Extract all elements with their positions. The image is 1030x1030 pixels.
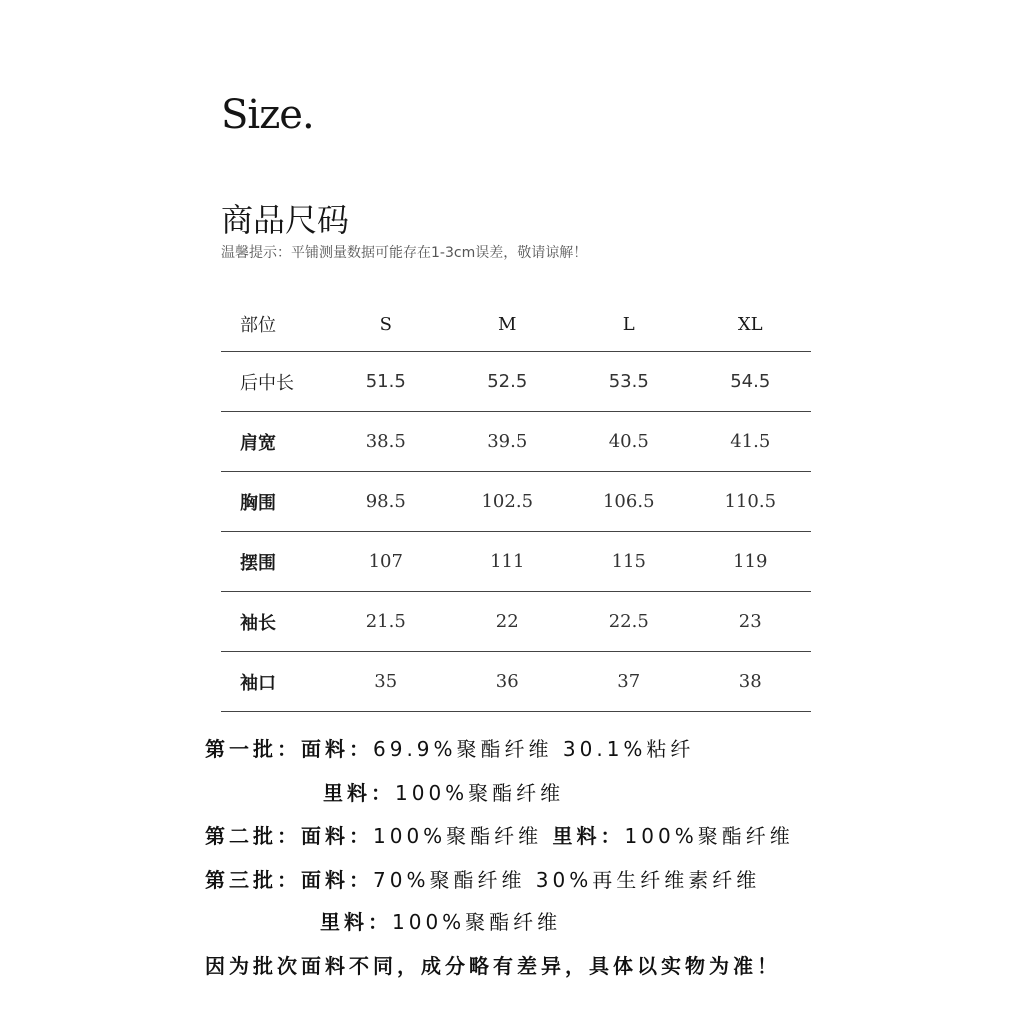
batch1-outer-value: 69.9%聚酯纤维 30.1%粘纤 (373, 737, 695, 761)
fabric-note: 因为批次面料不同，成分略有差异，具体以实物为准！ (205, 954, 781, 978)
batch3-outer-value: 70%聚酯纤维 30%再生纤维素纤维 (373, 868, 761, 892)
table-header-row (221, 297, 811, 352)
batch3-lining-value: 100%聚酯纤维 (392, 910, 562, 934)
header-size-s: S (325, 297, 447, 352)
batch2-lining-label: 里料： (552, 824, 625, 848)
row-label: 摆围 (221, 532, 325, 592)
batch2-label: 第二批： (205, 824, 301, 848)
cell-value: 107 (325, 532, 447, 592)
batch1-label: 第一批： (205, 737, 301, 761)
cell-value: 38.5 (325, 412, 447, 472)
cell-value: 54.5 (690, 352, 812, 412)
fabric-batch1-outer (205, 733, 694, 762)
cell-value: 115 (568, 532, 690, 592)
cell-value: 22 (447, 592, 569, 652)
cell-value: 98.5 (325, 472, 447, 532)
table-row (221, 412, 811, 472)
cell-value: 111 (447, 532, 569, 592)
batch1-outer-label: 面料： (301, 737, 373, 761)
fabric-batch3-outer (205, 864, 760, 893)
cell-value: 40.5 (568, 412, 690, 472)
row-label: 肩宽 (221, 412, 325, 472)
batch2-lining-value: 100%聚酯纤维 (624, 824, 794, 848)
cell-value: 106.5 (568, 472, 690, 532)
fabric-batch3-lining (320, 906, 561, 935)
batch2-outer-value: 100%聚酯纤维 (373, 824, 543, 848)
cell-value: 51.5 (325, 352, 447, 412)
cell-value: 35 (325, 652, 447, 712)
cell-value: 102.5 (447, 472, 569, 532)
row-label: 袖口 (221, 652, 325, 712)
batch1-lining-label: 里料： (323, 781, 395, 805)
table-row (221, 472, 811, 532)
batch2-outer-label: 面料： (301, 824, 373, 848)
cell-value: 21.5 (325, 592, 447, 652)
batch3-label: 第三批： (205, 868, 301, 892)
table-row (221, 352, 811, 412)
page-title: 商品尺码 (221, 201, 350, 239)
table-row (221, 592, 811, 652)
fabric-batch1-lining (323, 777, 564, 806)
row-label: 袖长 (221, 592, 325, 652)
table-row (221, 652, 811, 712)
cell-value: 119 (690, 532, 812, 592)
batch1-lining-value: 100%聚酯纤维 (395, 781, 565, 805)
header-part: 部位 (221, 297, 325, 352)
cell-value: 23 (690, 592, 812, 652)
cell-value: 36 (447, 652, 569, 712)
cell-value: 53.5 (568, 352, 690, 412)
batch3-outer-label: 面料： (301, 868, 373, 892)
header-size-xl: XL (690, 297, 812, 352)
cell-value: 39.5 (447, 412, 569, 472)
cell-value: 37 (568, 652, 690, 712)
cell-value: 38 (690, 652, 812, 712)
row-label: 后中长 (221, 352, 325, 412)
batch3-lining-label: 里料： (320, 910, 392, 934)
size-logo: Size. (221, 92, 314, 138)
row-label: 胸围 (221, 472, 325, 532)
cell-value: 52.5 (447, 352, 569, 412)
header-size-l: L (568, 297, 690, 352)
cell-value: 110.5 (690, 472, 812, 532)
measurement-tip: 温馨提示：平铺测量数据可能存在1-3cm误差，敬请谅解！ (221, 245, 588, 261)
cell-value: 22.5 (568, 592, 690, 652)
size-table (221, 297, 811, 712)
table-row (221, 532, 811, 592)
header-size-m: M (447, 297, 569, 352)
fabric-batch2 (205, 820, 794, 849)
cell-value: 41.5 (690, 412, 812, 472)
